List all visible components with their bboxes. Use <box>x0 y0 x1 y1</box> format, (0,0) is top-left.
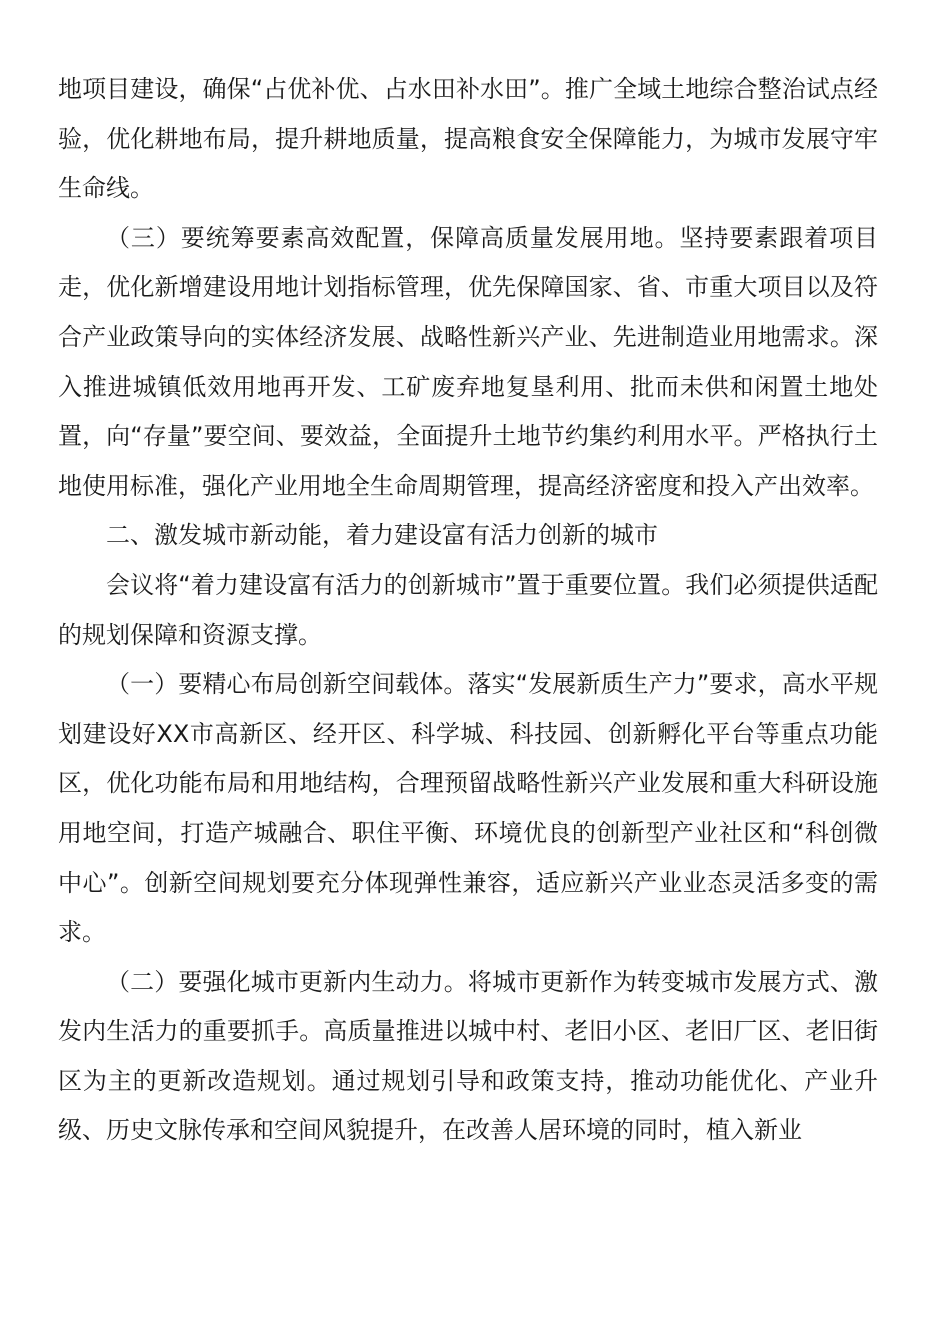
paragraph-subsection-one: （一）要精心布局创新空间载体。落实“发展新质生产力”要求，高水平规划建设好XX市高新区、经开区、科学城、科技园、创新孵化平台等重点功能区，优化功能布局和用地结构，合理预留战略性新兴产业发展和重大科研设施用地空间，打造产城融合、职住平衡、环境优良的创新型产业社区和“科创微中心”。创新空间规划要充分体现弹性兼容，适应新兴产业业态灵活多变的需求。 <box>58 670 878 947</box>
section-heading-two: 二、激发城市新动能，着力建设富有活力创新的城市 <box>106 521 658 550</box>
document-page <box>58 65 878 1156</box>
paragraph-intro: 会议将“着力建设富有活力的创新城市”置于重要位置。我们必须提供适配的规划保障和资源支撑。 <box>58 570 878 649</box>
paragraph-subsection-two: （二）要强化城市更新内生动力。将城市更新作为转变城市发展方式、激发内生活力的重要抓手。高质量推进以城中村、老旧小区、老旧厂区、老旧街区为主的更新改造规划。通过规划引导和政策支持，推动功能优化、产业升级、历史文脉传承和空间风貌提升，在改善人居环境的同时，植入新业 <box>58 967 878 1145</box>
paragraph-section-three: （三）要统筹要素高效配置，保障高质量发展用地。坚持要素跟着项目走，优化新增建设用地计划指标管理，优先保障国家、省、市重大项目以及符合产业政策导向的实体经济发展、战略性新兴产业、先进制造业用地需求。深入推进城镇低效用地再开发、工矿废弃地复垦利用、批而未供和闲置土地处置，向“存量”要空间、要效益，全面提升土地节约集约利用水平。严格执行土地使用标准，强化产业用地全生命周期管理，提高经济密度和投入产出效率。 <box>58 223 878 500</box>
paragraph-continuation: 地项目建设，确保“占优补优、占水田补水田”。推广全域土地综合整治试点经验，优化耕地布局，提升耕地质量，提高粮食安全保障能力，为城市发展守牢生命线。 <box>58 75 878 203</box>
